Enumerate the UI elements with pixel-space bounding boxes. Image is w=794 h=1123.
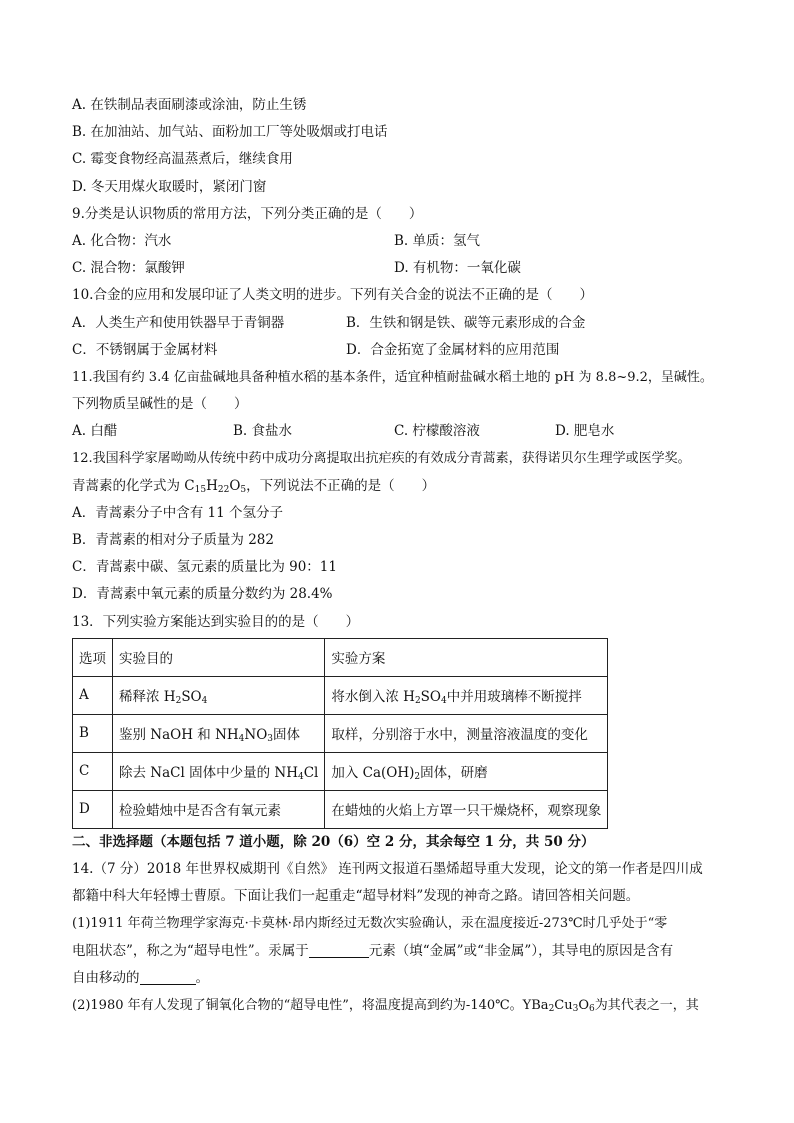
- q11-option-b: B. 食盐水: [233, 423, 293, 440]
- row-plan: 在蜡烛的火焰上方罩一只干燥烧杯，观察现象: [325, 790, 608, 828]
- q8-option-d: D. 冬天用煤火取暖时，紧闭门窗: [72, 178, 267, 195]
- row-plan: 将水倒入浓 $H_2SO_4$中并用玻璃棒不断搅拌: [325, 676, 608, 714]
- answer-blank[interactable]: [309, 941, 369, 958]
- header-plan: 实验方案: [325, 638, 608, 676]
- q9-options-row1: [72, 228, 732, 255]
- q12-option-d: D．青蒿素中氧元素的质量分数约为 28.4%: [72, 586, 333, 603]
- q14-part1-text-before-blank2: 自由移动的: [72, 969, 140, 986]
- q13-stem: 13．下列实验方案能达到实验目的的是（ ）: [72, 613, 360, 630]
- q12-formula-o: O: [229, 477, 241, 494]
- q14-part1-period: 。: [195, 969, 209, 986]
- q11-stem-line1: 11.我国有约 3.4 亿亩盐碱地具备种植水稻的基本条件，适宜种植耐盐碱水稻土地的 pH 为 8.8~9.2，呈碱性。: [72, 369, 713, 385]
- q9-option-b: B. 单质：氢气: [394, 232, 481, 249]
- q14-part1-line1: (1)1911 年荷兰物理学家海克·卡莫林·昂内斯经过无数次实验确认，汞在温度接近-273℃时几乎处于“零: [72, 916, 668, 932]
- q11-option-d: D. 肥皂水: [555, 423, 615, 440]
- q10-option-b: B．生铁和钢是铁、碳等元素形成的合金: [346, 314, 586, 331]
- row-option: B: [73, 714, 113, 752]
- q12-stem-line1: 12.我国科学家屠呦呦从传统中药中成功分离提取出抗疟疾的有效成分青蒿素，获得诺贝尔生理学或医学奖。: [72, 451, 691, 467]
- q11-stem-line2: 下列物质呈碱性的是（ ）: [72, 396, 248, 413]
- row-goal: 除去 NaCl 固体中少量的 $NH_4Cl$: [113, 752, 325, 790]
- q10-stem: 10.合金的应用和发展印证了人类文明的进步。下列有关合金的说法不正确的是（ ）: [72, 287, 593, 304]
- q12-option-b: B．青蒿素的相对分子质量为 282: [72, 532, 274, 548]
- q14-line2: 都籍中科大年轻博士曹原。下面让我们一起重走“超导材料”发现的神奇之路。请回答相关问题。: [72, 888, 640, 905]
- q10-option-d: D．合金拓宽了金属材料的应用范围: [346, 341, 560, 358]
- table-row: [73, 752, 608, 790]
- q14-part1-line3: [72, 965, 732, 992]
- answer-blank[interactable]: [140, 968, 196, 985]
- q10-option-a: A．人类生产和使用铁器早于青铜器: [72, 314, 285, 331]
- section-title: 二、非选择题（本题包括 7 道小题，除 20（6）空 2 分，其余每空 1 分，共 50 分）: [72, 833, 595, 850]
- row-plan: 取样，分别溶于水中，测量溶液温度的变化: [325, 714, 608, 752]
- q8-option-a: A. 在铁制品表面刷漆或涂油，防止生锈: [72, 97, 307, 113]
- q11-option-c: C. 柠檬酸溶液: [394, 423, 480, 440]
- row-goal: 稀释浓 $H_2SO_4$: [113, 676, 325, 714]
- q10-options-row2: [72, 337, 732, 364]
- table-row: [73, 676, 608, 714]
- row-goal: 检验蜡烛中是否含有氧元素: [113, 790, 325, 828]
- table-row: [73, 714, 608, 752]
- q12-formula-h: H: [206, 477, 218, 494]
- q9-option-a: A. 化合物：汽水: [72, 232, 172, 249]
- table-header-row: [73, 638, 608, 676]
- q12-formula-sub-o: 5: [240, 484, 247, 495]
- table-row: [73, 790, 608, 828]
- q14-line1: 14.（7 分）2018 年世界权威期刊《自然》 连刊两文报道石墨烯超导重大发现，论文的第一作者是四川成: [72, 860, 703, 877]
- q9-options-row2: [72, 255, 732, 282]
- row-plan: 加入 $Ca(OH)_2$固体，研磨: [325, 752, 608, 790]
- header-goal: 实验目的: [113, 638, 325, 676]
- q9-option-c: C. 混合物：氯酸钾: [72, 260, 185, 277]
- q12-option-a: A．青蒿素分子中含有 11 个氢分子: [72, 504, 284, 521]
- q11-option-a: A. 白醋: [72, 423, 118, 440]
- row-option: C: [73, 752, 113, 790]
- exam-page: [72, 92, 732, 1019]
- q12-formula-sub-c: 15: [194, 484, 207, 495]
- q9-stem: 9.分类是认识物质的常用方法，下列分类正确的是（ ）: [72, 205, 423, 222]
- q12-option-c: C．青蒿素中碳、氢元素的质量比为 90：11: [72, 559, 337, 576]
- q8-option-b: B. 在加油站、加气站、面粉加工厂等处吸烟或打电话: [72, 124, 388, 141]
- q11-options: [72, 418, 732, 445]
- experiment-table: [72, 638, 608, 829]
- q10-option-c: C．不锈钢属于金属材料: [72, 341, 218, 358]
- q12-stem-line2: [72, 473, 732, 500]
- q14-part2-line1: (2)1980 年有人发现了铜氧化合物的“超导电性”，将温度提高到约为-140℃。$YBa_2Cu_3O_6$为其代表之一，其: [72, 997, 699, 1014]
- q12-formula-prefix: 青蒿素的化学式为 C: [72, 477, 195, 494]
- q14-part1-text-after-blank: 元素（填“金属”或“非金属”），其导电的原因是含有: [368, 942, 674, 959]
- q14-part1-line2: [72, 938, 732, 965]
- q12-formula-sub-h: 22: [217, 484, 230, 495]
- row-option: A: [73, 676, 113, 714]
- row-goal: 鉴别 NaOH 和 $NH_4NO_3$固体: [113, 714, 325, 752]
- q8-option-c: C. 霉变食物经高温蒸煮后，继续食用: [72, 151, 293, 168]
- row-option: D: [73, 790, 113, 828]
- q10-options-row1: [72, 310, 732, 337]
- header-option: 选项: [73, 638, 113, 676]
- q14-part1-text-before-blank: 电阻状态”，称之为“超导电性”。汞属于: [72, 942, 309, 959]
- q12-stem-suffix: ，下列说法不正确的是（ ）: [246, 477, 436, 494]
- q9-option-d: D. 有机物：一氧化碳: [394, 260, 521, 277]
